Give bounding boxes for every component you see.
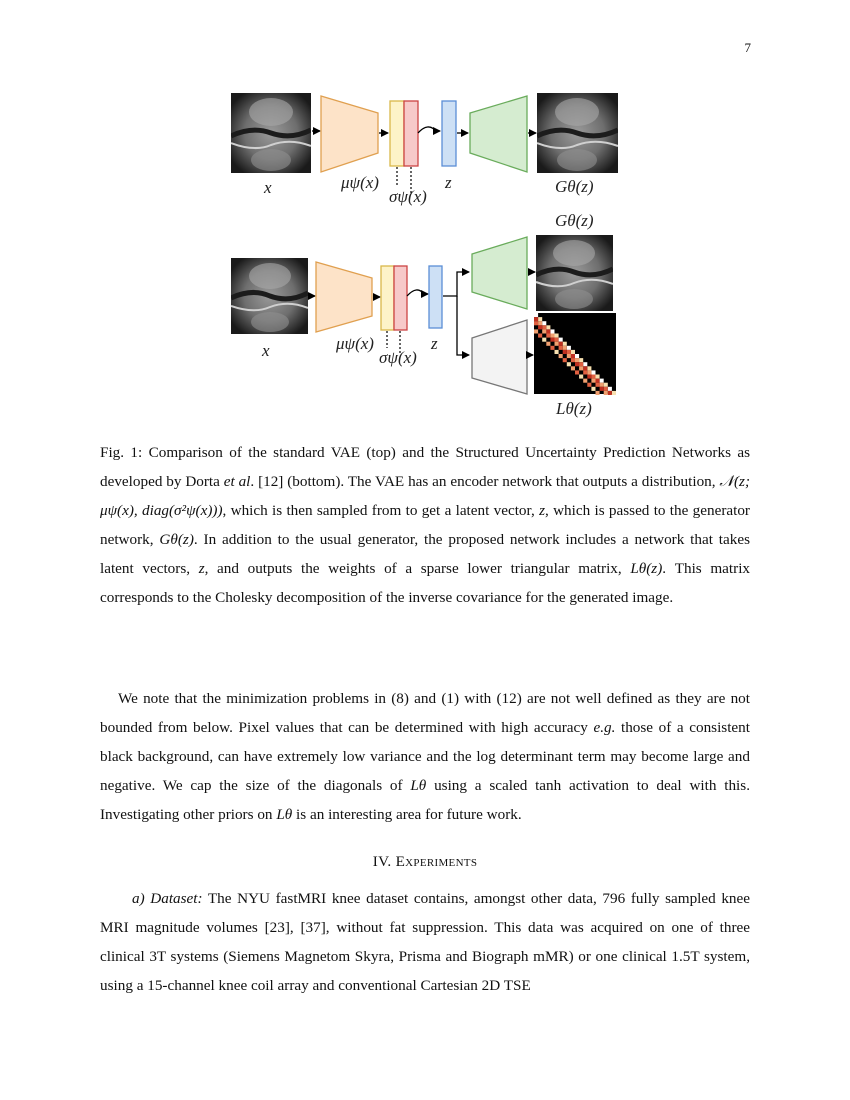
- bottom-encoder-trapezoid: [316, 262, 372, 332]
- matrix-diagonal-cell: [534, 313, 538, 317]
- matrix-subdiagonal-cell: [559, 346, 563, 350]
- dataset-paragraph: [100, 884, 750, 1000]
- matrix-subdiagonal-cell: [542, 325, 546, 329]
- matrix-subdiagonal-cell: [596, 383, 600, 387]
- matrix-subdiagonal-cell: [550, 338, 554, 342]
- matrix-diagonal-cell: [604, 383, 608, 387]
- page-number: 7: [744, 40, 751, 55]
- matrix-band-cell: [583, 379, 587, 383]
- caption-math-generator: Gθ(z): [159, 531, 194, 548]
- matrix-subdiagonal-cell: [604, 387, 608, 391]
- matrix-diagonal-cell: [559, 338, 563, 342]
- matrix-subdiagonal-cell: [587, 370, 591, 374]
- bottom-branch-lines: [443, 272, 469, 296]
- bottom-sigma-label: σψ(x): [379, 348, 417, 367]
- matrix-subdiagonal-cell: [575, 358, 579, 362]
- top-input-mri-image: [231, 93, 311, 173]
- matrix-subdiagonal-cell: [534, 317, 538, 321]
- caption-math-z2: z: [198, 560, 205, 577]
- body-paragraph: [100, 684, 750, 829]
- caption-et-al: et al: [223, 473, 251, 490]
- matrix-subdiagonal-cell: [567, 354, 571, 358]
- matrix-subdiagonal-cell: [596, 379, 600, 383]
- top-mu-block: [390, 101, 404, 166]
- caption-text-4: , which is passed to the generator network,: [100, 502, 750, 548]
- bottom-generated-mri-image: [536, 235, 613, 311]
- top-output-mri-image: [537, 93, 618, 173]
- bottom-z-label: z: [431, 334, 438, 353]
- matrix-diagonal-cell: [600, 379, 604, 383]
- matrix-subdiagonal-cell: [559, 342, 563, 346]
- matrix-band-cell: [579, 375, 583, 379]
- section-number: IV.: [372, 853, 392, 870]
- para-text-3: using a scaled tanh activation to deal with this. Investigating other priors on: [100, 777, 750, 823]
- cholesky-matrix-image: [534, 313, 616, 395]
- matrix-diagonal-cell: [567, 346, 571, 350]
- vae-comparison-figure: [0, 0, 850, 430]
- bottom-mu-label: μψ(x): [336, 334, 374, 353]
- matrix-subdiagonal-cell: [579, 362, 583, 366]
- para-text-2: those of a consistent black background, can have extremely low variance and the log determinant term may become large and negative. We cap the size of the diagonals of: [100, 719, 750, 794]
- matrix-subdiagonal-cell: [563, 350, 567, 354]
- caption-text-3: , which is then sampled from to get a latent vector,: [222, 502, 540, 519]
- matrix-subdiagonal-cell: [587, 375, 591, 379]
- matrix-subdiagonal-cell: [600, 383, 604, 387]
- bottom-generator-trapezoid: [472, 237, 527, 309]
- bottom-sample-arrow: [407, 290, 428, 296]
- matrix-band-cell: [534, 329, 538, 333]
- para-text-1: We note that the minimization problems in (8) and (1) with (12) are not well defined as they are not bounded from below. Pixel values that can be determined with high accuracy: [100, 690, 750, 736]
- bottom-mu-block: [381, 266, 394, 330]
- caption-text-6: , and outputs the weights of a sparse lower triangular matrix,: [204, 560, 631, 577]
- top-encoder-trapezoid: [321, 96, 378, 172]
- bottom-cholesky-network-trapezoid: [472, 320, 527, 394]
- matrix-subdiagonal-cell: [546, 329, 550, 333]
- section-heading: [0, 853, 850, 871]
- matrix-band-cell: [563, 358, 567, 362]
- matrix-subdiagonal-cell: [604, 391, 608, 395]
- matrix-diagonal-cell: [596, 375, 600, 379]
- matrix-subdiagonal-cell: [555, 338, 559, 342]
- matrix-band-cell: [546, 342, 550, 346]
- bottom-x-label: x: [262, 341, 270, 360]
- top-output-label: Gθ(z): [555, 177, 594, 196]
- matrix-subdiagonal-cell: [600, 387, 604, 391]
- top-z-label: z: [445, 173, 452, 192]
- matrix-band-cell: [596, 391, 600, 395]
- matrix-subdiagonal-cell: [571, 358, 575, 362]
- bottom-latent-block: [429, 266, 442, 328]
- matrix-diagonal-cell: [612, 391, 616, 395]
- matrix-diagonal-cell: [583, 362, 587, 366]
- top-sample-arrow: [418, 127, 440, 133]
- matrix-band-cell: [587, 383, 591, 387]
- matrix-subdiagonal-cell: [591, 375, 595, 379]
- matrix-diagonal-cell: [579, 358, 583, 362]
- top-generator-trapezoid: [470, 96, 527, 172]
- matrix-diagonal-cell: [555, 334, 559, 338]
- matrix-band-cell: [575, 370, 579, 374]
- caption-math-distribution: 𝒩(z; μψ(x), diag(σ²ψ(x))): [100, 473, 750, 519]
- matrix-band-cell: [538, 334, 542, 338]
- matrix-band-cell: [591, 387, 595, 391]
- matrix-subdiagonal-cell: [555, 342, 559, 346]
- caption-text-5: . In addition to the usual generator, the proposed network includes a network that takes latent vectors,: [100, 531, 750, 577]
- para-text-4: is an interesting area for future work.: [292, 806, 522, 823]
- top-latent-block: [442, 101, 456, 166]
- caption-math-L: Lθ(z): [630, 560, 663, 577]
- matrix-diagonal-cell: [546, 325, 550, 329]
- bottom-matrix-label: Lθ(z): [556, 399, 592, 418]
- caption-math-z1: z: [539, 502, 545, 519]
- matrix-subdiagonal-cell: [534, 321, 538, 325]
- matrix-band-cell: [550, 346, 554, 350]
- bottom-generated-label: Gθ(z): [555, 211, 594, 230]
- matrix-subdiagonal-cell: [538, 325, 542, 329]
- matrix-band-cell: [559, 354, 563, 358]
- matrix-diagonal-cell: [587, 366, 591, 370]
- matrix-diagonal-cell: [575, 354, 579, 358]
- matrix-subdiagonal-cell: [583, 366, 587, 370]
- matrix-diagonal-cell: [571, 350, 575, 354]
- para-math-L2: Lθ: [276, 806, 293, 823]
- matrix-diagonal-cell: [550, 329, 554, 333]
- caption-text-2: . [12] (bottom). The VAE has an encoder network that outputs a distribution,: [250, 473, 720, 490]
- matrix-diagonal-cell: [608, 387, 612, 391]
- matrix-subdiagonal-cell: [591, 379, 595, 383]
- matrix-subdiagonal-cell: [583, 370, 587, 374]
- bottom-input-mri-image: [231, 258, 308, 334]
- matrix-subdiagonal-cell: [579, 366, 583, 370]
- para-math-L1: Lθ: [410, 777, 427, 794]
- matrix-band-cell: [542, 338, 546, 342]
- matrix-subdiagonal-cell: [550, 334, 554, 338]
- matrix-subdiagonal-cell: [567, 350, 571, 354]
- matrix-subdiagonal-cell: [538, 321, 542, 325]
- matrix-band-cell: [567, 362, 571, 366]
- caption-fig-ref: Fig. 1:: [100, 444, 143, 461]
- matrix-diagonal-cell: [538, 317, 542, 321]
- matrix-subdiagonal-cell: [571, 354, 575, 358]
- matrix-diagonal-cell: [591, 370, 595, 374]
- matrix-subdiagonal-cell: [542, 329, 546, 333]
- caption-text-7: . This matrix corresponds to the Cholesky decomposition of the inverse covariance for the generated image.: [100, 560, 751, 606]
- matrix-subdiagonal-cell: [608, 391, 612, 395]
- matrix-diagonal-cell: [563, 342, 567, 346]
- section-title: Experiments: [395, 853, 478, 870]
- bottom-sigma-block: [394, 266, 407, 330]
- top-sigma-label: σψ(x): [389, 187, 427, 206]
- top-sigma-block: [404, 101, 418, 166]
- dataset-text: The NYU fastMRI knee dataset contains, amongst other data, 796 fully sampled knee MRI magnitude volumes [23], [37], without fat suppression. This data was acquired on one of three clinical 3T systems (Siemens Magnetom Skyra, Prisma and Biograph mMR) or one clinical 1.5T system, using a 15-channel knee coil array and conventional Cartesian 2D TSE: [100, 890, 750, 994]
- matrix-diagonal-cell: [542, 321, 546, 325]
- matrix-subdiagonal-cell: [563, 346, 567, 350]
- figure-caption: [100, 438, 750, 612]
- dataset-label: a) Dataset:: [132, 890, 203, 907]
- matrix-subdiagonal-cell: [546, 334, 550, 338]
- matrix-band-cell: [571, 366, 575, 370]
- matrix-band-cell: [555, 350, 559, 354]
- top-x-label: x: [264, 178, 272, 197]
- top-mu-label: μψ(x): [341, 173, 379, 192]
- caption-text-1: Comparison of the standard VAE (top) and the Structured Uncertainty Prediction Networks as developed by Dorta: [100, 444, 751, 490]
- matrix-subdiagonal-cell: [575, 362, 579, 366]
- para-eg: e.g.: [593, 719, 616, 736]
